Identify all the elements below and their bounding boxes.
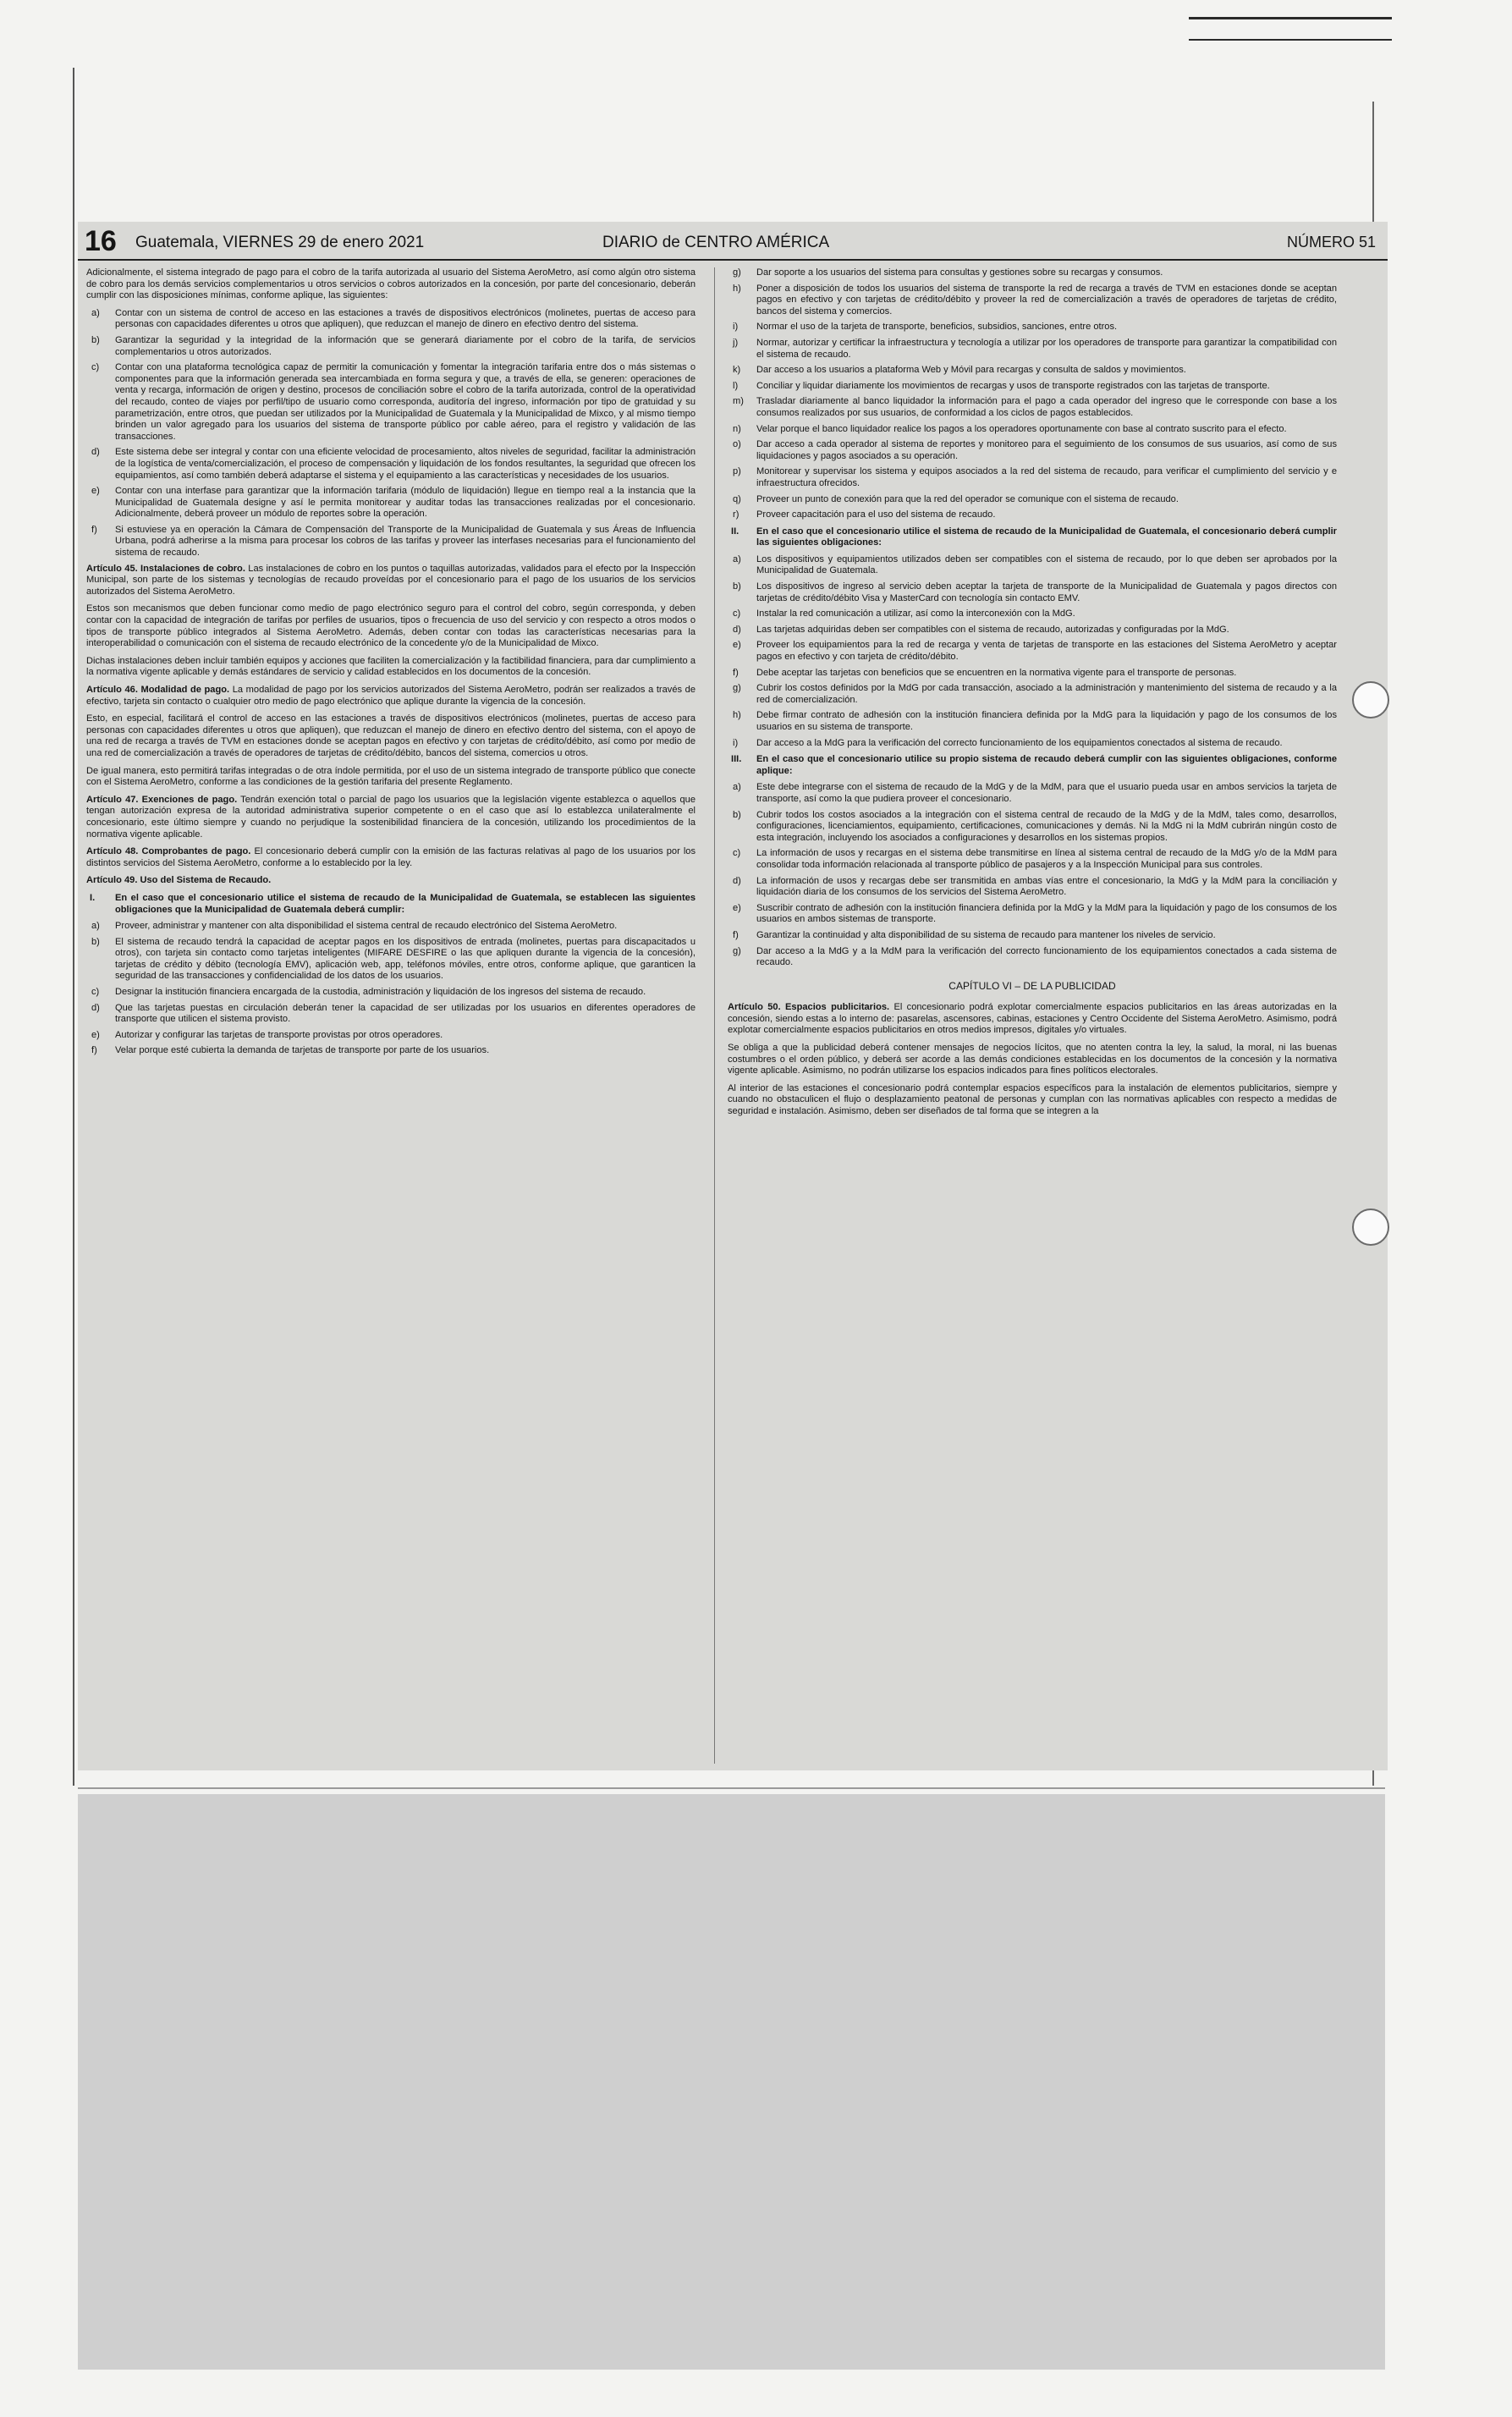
section-2-title: En el caso que el concesionario utilice el sistema de recaudo de la Municipalidad de Guatemala, el concesionario deberá cumplir las siguientes obligaciones: xyxy=(756,526,1337,548)
item-letter: f) xyxy=(91,524,97,535)
item-text: Proveer capacitación para el uso del sistema de recaudo. xyxy=(756,509,996,520)
item-letter: c) xyxy=(733,608,741,619)
item-text: Normar el uso de la tarjeta de transporte, beneficios, subsidios, sanciones, entre otros. xyxy=(756,322,1118,333)
article-48 xyxy=(86,846,696,869)
item-text: Suscribir contrato de adhesión con la institución financiera definida por la MdG y la MdM para la liquidación y pago de los consumos de los usuarios en ambos sistemas de transporte. xyxy=(756,902,1337,925)
list-item xyxy=(86,362,696,443)
item-letter: c) xyxy=(91,987,100,998)
item-text: Dar acceso a los usuarios a plataforma Web y Móvil para recargas y consulta de saldos y movimientos. xyxy=(756,365,1186,376)
item-letter: d) xyxy=(91,1002,100,1013)
article-45-text: Las instalaciones de cobro en los puntos o taquillas autorizadas, validados para el efecto por la Inspección Municipal, son parte de los sistemas y tecnologías de recaudo proveídas por el concesionario para el pago de los usuarios de los servicios autorizados del Sistema AeroMetro. xyxy=(86,563,696,597)
list-item xyxy=(86,447,696,482)
section-3-list xyxy=(728,782,1337,968)
item-letter: b) xyxy=(733,809,741,820)
article-46 xyxy=(86,685,696,707)
list-item xyxy=(728,554,1337,577)
item-letter: a) xyxy=(91,921,100,932)
item-text: Autorizar y configurar las tarjetas de transporte provistas por otros operadores. xyxy=(115,1029,443,1040)
list-item xyxy=(86,937,696,983)
section-1-heading xyxy=(86,893,696,916)
item-letter: b) xyxy=(91,936,100,947)
section-3-title: En el caso que el concesionario utilice su propio sistema de recaudo deberá cumplir con las siguientes obligaciones, conforme aplique: xyxy=(756,754,1337,776)
item-text: El sistema de recaudo tendrá la capacidad de aceptar pagos en los dispositivos de entrada (molinetes, puertas para discapacitados u otros), con tarjeta sin contacto como tarjetas inteligentes (MIFARE DESFIRE o las que apliquen durante la vigencia de la concesión), tarjetas de crédito y débito (tecnología EMV), aplicación web, app, teléfonos móviles, entre otros, conforme aplique, que garanticen la seguridad de las transacciones y confidencialidad de los datos de los usuarios. xyxy=(115,936,696,982)
article-50-text: El concesionario podrá explotar comercialmente espacios publicitarios en las áreas autorizadas en la concesión, siendo estas a lo interno de: pasarelas, ascensores, cabinas, estaciones y Centro Occidente del Sistema AeroMetro. Asimismo, podrá explotar comercialmente espacios publicitarios en otros medios impresos, digitales y/o virtuales. xyxy=(728,1002,1337,1036)
article-47-title: Artículo 47. Exenciones de pago. xyxy=(86,794,238,805)
item-letter: i) xyxy=(733,737,739,748)
list-item xyxy=(728,683,1337,706)
list-item xyxy=(728,946,1337,969)
list-item xyxy=(728,625,1337,636)
item-text: Velar porque el banco liquidador realice los pagos a los operadores oportunamente con base al contrato suscrito para el efecto. xyxy=(756,423,1287,434)
list-item xyxy=(86,921,696,933)
list-item xyxy=(728,903,1337,926)
item-text: Si estuviese ya en operación la Cámara de Compensación del Transporte de la Municipalidad de Guatemala y sus Áreas de Influencia Urbana, podrá adherirse a la misma para procesar los cobros de las tarifas y proveer las interfases necesarias para el funcionamiento del sistema de recaudo. xyxy=(115,524,696,559)
item-text: Dar acceso a la MdG para la verificación del correcto funcionamiento de los equipamientos conectados al sistema de recaudo. xyxy=(756,737,1283,748)
issue-number: NÚMERO 51 xyxy=(1286,234,1376,251)
article-49-title: Artículo 49. Uso del Sistema de Recaudo. xyxy=(86,875,272,886)
left-column xyxy=(86,267,696,1764)
item-text: Garantizar la seguridad y la integridad de la información que se generará diariamente por el cobro de la tarifa, de servicios complementarios u otros autorizados. xyxy=(115,334,696,357)
section-3-heading xyxy=(728,754,1337,777)
article-45 xyxy=(86,564,696,598)
item-text: Cubrir los costos definidos por la MdG por cada transacción, asociado a la administración y mantenimiento del sistema de recaudo y a la red de comercialización. xyxy=(756,683,1337,705)
item-letter: d) xyxy=(91,447,100,458)
section-1-list-continued xyxy=(728,267,1337,521)
item-text: Poner a disposición de todos los usuarios del sistema de transporte la red de recarga a través de TVM en estaciones donde se aceptan pagos en efectivo y con tarjetas de crédito/débito y proveer la red de comercialización a través de operadores de tarjetas de crédito, bancos del sistema y comercios. xyxy=(756,283,1337,317)
item-text: Que las tarjetas puestas en circulación deberán tener la capacidad de ser utilizadas por los usuarios en diferentes operadores de transporte que utilicen el sistema provisto. xyxy=(115,1002,696,1025)
column-divider xyxy=(714,267,715,1764)
scan-separator xyxy=(78,1787,1385,1789)
list-item xyxy=(728,466,1337,489)
article-45-p3: Dichas instalaciones deben incluir también equipos y acciones que faciliten la comercialización y la factibilidad financiera, para dar cumplimiento a la normativa vigente aplicable y demás estándares de servicio y calidad establecidos en los documentos de la concesión. xyxy=(86,655,696,678)
item-letter: e) xyxy=(91,1029,100,1040)
list-item xyxy=(86,486,696,520)
chapter-heading: CAPÍTULO VI – DE LA PUBLICIDAD xyxy=(948,979,1116,992)
list-item xyxy=(86,1045,696,1057)
article-50-p2: Se obliga a que la publicidad deberá contener mensajes de negocios lícitos, que no atenten contra la ley, la salud, la moral, ni las buenas costumbres o el orden público, y deberá ser acorde a las demás condiciones establecidas en los documentos de la concesión y la normativa vigente aplicable. Asimismo, no podrán utilizarse los espacios indicados para fines políticos electorales. xyxy=(728,1043,1337,1076)
item-letter: r) xyxy=(733,509,740,520)
intro-paragraph: Adicionalmente, el sistema integrado de pago para el cobro de la tarifa autorizada al usuario del Sistema AeroMetro, así como algún otro sistema de cobro para los demás servicios complementarios u otros servicios o cobros autorizados en la concesión, por parte del concesionario, deberán cumplir con las disposiciones mínimas, conforme aplique, las siguientes: xyxy=(86,267,696,301)
list-item xyxy=(728,608,1337,620)
list-item xyxy=(728,381,1337,393)
item-text: Debe aceptar las tarjetas con beneficios que se encuentren en la normativa vigente para el transporte de personas. xyxy=(756,667,1237,678)
item-text: Garantizar la continuidad y alta disponibilidad de su sistema de recaudo para mantener los niveles de servicio. xyxy=(756,929,1216,940)
list-item xyxy=(728,710,1337,733)
item-letter: c) xyxy=(733,848,741,859)
list-item xyxy=(728,930,1337,942)
section-2-list xyxy=(728,554,1337,749)
item-letter: e) xyxy=(733,640,741,651)
page-number: 16 xyxy=(85,225,117,257)
item-text: Este debe integrarse con el sistema de recaudo de la MdG y de la MdM, para que el usuario pueda usar en ambos servicios la tarjeta de transporte, así como la que pudiera proveer el concesionario. xyxy=(756,782,1337,804)
intro-list xyxy=(86,308,696,559)
item-text: Los dispositivos y equipamientos utilizados deben ser compatibles con el sistema de recaudo, por lo que deben ser aprobados por la Municipalidad de Guatemala. xyxy=(756,553,1337,576)
list-item xyxy=(728,424,1337,436)
item-letter: j) xyxy=(733,337,739,348)
section-1-number: I. xyxy=(90,892,96,903)
list-item xyxy=(728,338,1337,361)
item-letter: e) xyxy=(733,902,741,913)
item-letter: b) xyxy=(91,334,100,345)
binder-hole-top xyxy=(1352,681,1389,718)
list-item xyxy=(728,876,1337,899)
item-text: Proveer, administrar y mantener con alta disponibilidad el sistema central de recaudo electrónico del Sistema AeroMetro. xyxy=(115,921,618,932)
item-text: Velar porque esté cubierta la demanda de tarjetas de transporte por parte de los usuarios. xyxy=(115,1045,490,1056)
item-letter: b) xyxy=(733,581,741,592)
list-item xyxy=(86,1030,696,1042)
article-47 xyxy=(86,795,696,840)
newspaper-name: DIARIO de CENTRO AMÉRICA xyxy=(602,234,830,251)
item-letter: g) xyxy=(733,267,741,278)
article-45-p2: Estos son mecanismos que deben funcionar como medio de pago electrónico seguro para el control del cobro, según corresponda, y deben contar con la capacidad de integración de tarifas por perfiles de usuarios, tipos o frecuencia de uso del servicio y con respecto a otros modos o tipos de transporte público integrados al Sistema AeroMetro. Además, deben contar con todas las características necesarias para la interoperabilidad o comunicación con el sistema de recaudo electrónico de la concedente y/o de la Municipalidad de Mixco. xyxy=(86,603,696,649)
item-text: La información de usos y recargas en el sistema debe transmitirse en línea al sistema central de recaudo de la MdG y/o de la MdM para consolidar toda información relacionada al transporte público de pasajeros y a la Inspección Municipal para sus controles. xyxy=(756,848,1337,870)
item-text: Contar con una interfase para garantizar que la información tarifaria (módulo de liquidación) llegue en tiempo real a la instancia que la Municipalidad de Guatemala designe y así le permita monitorear y auditar todas las transacciones realizadas por el concesionario. Adicionalmente, deberá proveer un módulo de reportes sobre la operación. xyxy=(115,486,696,520)
article-46-p2: Esto, en especial, facilitará el control de acceso en las estaciones a través de dispositivos electrónicos (molinetes, puertas de acceso para personas con capacidades diferentes u otros que apliquen), que reduzcan el manejo de dinero en efectivo dentro del sistema, con el apoyo de una red de recarga a través de TVM en estaciones donde se aceptan pagos en efectivo y con tarjetas de crédito/débito, así como por medio de una red de comercialización a través de operadores de tarjetas de crédito/débito, bancos del sistema, comercios u otros. xyxy=(86,713,696,758)
right-column xyxy=(728,267,1337,1764)
item-text: Conciliar y liquidar diariamente los movimientos de recargas y usos de transporte registrados con las tarjetas de transporte. xyxy=(756,380,1270,391)
item-text: Cubrir todos los costos asociados a la integración con el sistema central de recaudo de la MdG y de la MdM, tales como, desarrollos, configuraciones, licenciamientos, equipamiento, certificaciones, comunicaciones y demás. Ni la MdG ni la MdM cubrirán ningún costo de esta integración, incluyendo los asociados a configuraciones y desarrollos en los sistemas propios. xyxy=(756,809,1337,843)
section-1-title: En el caso que el concesionario utilice el sistema de recaudo de la Municipalidad de Guatemala, se establecen las siguientes obligaciones que la Municipalidad de Guatemala deberá cumplir: xyxy=(115,892,696,915)
list-item xyxy=(86,308,696,331)
item-text: Designar la institución financiera encargada de la custodia, administración y liquidación de los ingresos del sistema de recaudo. xyxy=(115,987,646,998)
item-text: Trasladar diariamente al banco liquidador la información para el pago a cada operador del ingreso que le corresponde con base a los consumos realizados por sus usuarios, de conformidad a los ciclos de pagos establecidos. xyxy=(756,396,1337,418)
item-letter: l) xyxy=(733,380,739,391)
item-letter: n) xyxy=(733,423,741,434)
item-text: Este sistema debe ser integral y contar con una eficiente velocidad de procesamiento, altos niveles de seguridad, facilitar la administración de la logística de venta/comercialización, el proceso de compensación y liquidación de los fondos resultantes, la seguridad que ofrecen los equipamientos, así como también deberá adaptarse el sistema y el equipamiento a las características y necesidades de los usuarios. xyxy=(115,447,696,481)
item-text: Los dispositivos de ingreso al servicio deben aceptar la tarjeta de transporte de la Municipalidad de Guatemala y pagos directos con tarjetas de crédito/débito Visa y MasterCard con tecnología sin contacto EMV. xyxy=(756,581,1337,603)
item-text: Dar acceso a cada operador al sistema de reportes y monitoreo para el seguimiento de los consumos de sus usuarios, así como de sus liquidaciones y pagos asociados a su operación. xyxy=(756,439,1337,461)
article-45-title: Artículo 45. Instalaciones de cobro. xyxy=(86,563,245,574)
item-letter: q) xyxy=(733,493,741,504)
list-item xyxy=(728,396,1337,419)
section-2-heading xyxy=(728,526,1337,549)
list-item xyxy=(728,267,1337,279)
top-rule-1 xyxy=(1189,17,1392,19)
article-46-text: La modalidad de pago por los servicios autorizados del Sistema AeroMetro, podrán ser realizados a través de efectivo, tarjeta sin contacto o cualquier otro medio de pago electrónico que aplique durante la vigencia de la concesión. xyxy=(86,685,696,707)
page-header xyxy=(78,222,1388,261)
item-text: La información de usos y recargas debe ser transmitida en ambas vías entre el concesionario, la MdG y la MdM para la conciliación y liquidación diaria de los consumos de los servicios del Sistema AeroMetro. xyxy=(756,875,1337,898)
list-item xyxy=(728,668,1337,680)
list-item xyxy=(86,335,696,358)
item-letter: e) xyxy=(91,486,100,497)
item-text: Contar con una plataforma tecnológica capaz de permitir la comunicación y fomentar la integración tarifaria entre dos o más sistemas o componentes para que la información generada sea intercambiada en forma segura y que, a través de ella, se generen: operaciones de venta y recarga, información de origen y destino, procesos de conciliación sobre el cobro de la tarifa autorizada, control de la operatividad del recaudo, conteo de viajes por perfil/tipo de usuario como corresponda, auditoría del ingreso, información por tipo de gratuidad y su parametrización, entre otros, que puedan ser utilizados por la Municipalidad de Guatemala y la Municipalidad de Mixco, y al mismo tiempo brinden un valor agregado para los usuarios del sistema de transporte público por cable aéreo, para el registro y validación de las transacciones. xyxy=(115,362,696,442)
list-item xyxy=(728,738,1337,750)
item-letter: m) xyxy=(733,396,744,407)
list-item xyxy=(728,365,1337,377)
article-46-title: Artículo 46. Modalidad de pago. xyxy=(86,685,230,695)
article-50-title: Artículo 50. Espacios publicitarios. xyxy=(728,1002,890,1013)
item-letter: h) xyxy=(733,710,741,721)
list-item xyxy=(86,987,696,999)
list-item xyxy=(728,494,1337,506)
item-letter: f) xyxy=(91,1045,97,1056)
item-text: Normar, autorizar y certificar la infraestructura y tecnología a utilizar por los operadores de transporte para garantizar la compatibilidad con el sistema de recaudo. xyxy=(756,337,1337,360)
item-letter: i) xyxy=(733,322,739,333)
item-letter: f) xyxy=(733,929,739,940)
item-text: Proveer los equipamientos para la red de recarga y venta de tarjetas de transporte en las estaciones del Sistema AeroMetro y aceptar pagos en efectivo y con tarjeta de crédito/débito. xyxy=(756,640,1337,663)
header-date: Guatemala, VIERNES 29 de enero 2021 xyxy=(135,234,425,251)
article-48-title: Artículo 48. Comprobantes de pago. xyxy=(86,846,251,857)
list-item xyxy=(86,1003,696,1026)
top-rule-2 xyxy=(1189,39,1392,41)
list-item xyxy=(728,640,1337,663)
article-50 xyxy=(728,1002,1337,1037)
article-46-p3: De igual manera, esto permitirá tarifas integradas o de otra índole permitida, por el uso de un sistema integrado de transporte público que conecte con el Sistema AeroMetro, conforme a las condiciones de la gestión tarifaria del presente Reglamento. xyxy=(86,765,696,788)
item-letter: a) xyxy=(733,782,741,793)
item-text: Monitorear y supervisar los sistema y equipos asociados a la red del sistema de recaudo, para verificar el cumplimiento del servicio y e infraestructura ofrecidos. xyxy=(756,466,1337,488)
item-letter: d) xyxy=(733,875,741,886)
page-edge-left xyxy=(73,68,74,1786)
item-letter: h) xyxy=(733,283,741,294)
item-text: Instalar la red comunicación a utilizar, así como la interconexión con la MdG. xyxy=(756,608,1075,619)
section-1-list xyxy=(86,921,696,1057)
item-letter: f) xyxy=(733,667,739,678)
item-text: Debe firmar contrato de adhesión con la institución financiera definida por la MdG para la liquidación y pago de los consumos de los usuarios en su sistema de transporte. xyxy=(756,710,1337,732)
article-50-p3: Al interior de las estaciones el concesionario podrá contemplar espacios específicos para la instalación de elementos publicitarios, siempre y cuando no obstaculicen el flujo o desplazamiento peatonal de personas y cumplan con las normativas aplicables con respecto a medidas de seguridad e instalación. Asimismo, deben ser diseñados de tal forma que se integren a la xyxy=(728,1082,1337,1117)
list-item xyxy=(728,509,1337,521)
list-item xyxy=(728,284,1337,318)
list-item xyxy=(728,810,1337,845)
list-item xyxy=(728,439,1337,462)
article-47-text: Tendrán exención total o parcial de pago los usuarios que la legislación vigente establezca o aquellos que tengan autorización expresa de la autoridad administrativa superior competente o en el caso que así lo establezca unilateralmente el concesionario, este último siempre y cuando no perjudique la sostenibilidad financiera de la concesión, utilizando los procedimientos de la normativa vigente aplicable. xyxy=(86,794,696,840)
item-letter: k) xyxy=(733,365,741,376)
item-letter: a) xyxy=(91,307,100,318)
item-text: Dar soporte a los usuarios del sistema para consultas y gestiones sobre su recargas y consumos. xyxy=(756,267,1163,278)
list-item xyxy=(86,525,696,559)
section-3-number: III. xyxy=(731,754,742,765)
binder-hole-bottom xyxy=(1352,1208,1389,1246)
item-letter: p) xyxy=(733,466,741,477)
item-text: Las tarjetas adquiridas deben ser compatibles con el sistema de recaudo, autorizadas y configuradas por la MdG. xyxy=(756,624,1229,635)
item-letter: d) xyxy=(733,624,741,635)
list-item xyxy=(728,322,1337,333)
article-48-text: El concesionario deberá cumplir con la emisión de las facturas relativas al pago de los usuarios por los distintos servicios del Sistema AeroMetro, conforme a lo establecido por la ley. xyxy=(86,846,696,868)
item-text: Proveer un punto de conexión para que la red del operador se comunique con el sistema de recaudo. xyxy=(756,493,1179,504)
newspaper-page xyxy=(78,222,1388,1770)
list-item xyxy=(728,848,1337,871)
item-letter: a) xyxy=(733,553,741,564)
item-text: Dar acceso a la MdG y a la MdM para la verificación del correcto funcionamiento de los equipamientos conectados a cada sistema de recaudo. xyxy=(756,945,1337,968)
item-letter: g) xyxy=(733,945,741,956)
list-item xyxy=(728,581,1337,604)
item-text: Contar con un sistema de control de acceso en las estaciones a través de dispositivos electrónicos (molinetes, puertas de acceso para personas con capacidades diferentes u otros que apliquen), que reduzcan el manejo de dinero en efectivo dentro del sistema. xyxy=(115,307,696,330)
list-item xyxy=(728,782,1337,805)
item-letter: g) xyxy=(733,683,741,694)
item-letter: o) xyxy=(733,439,741,450)
scan-gray-area xyxy=(78,1794,1385,2370)
section-2-number: II. xyxy=(731,526,740,537)
item-letter: c) xyxy=(91,362,100,373)
